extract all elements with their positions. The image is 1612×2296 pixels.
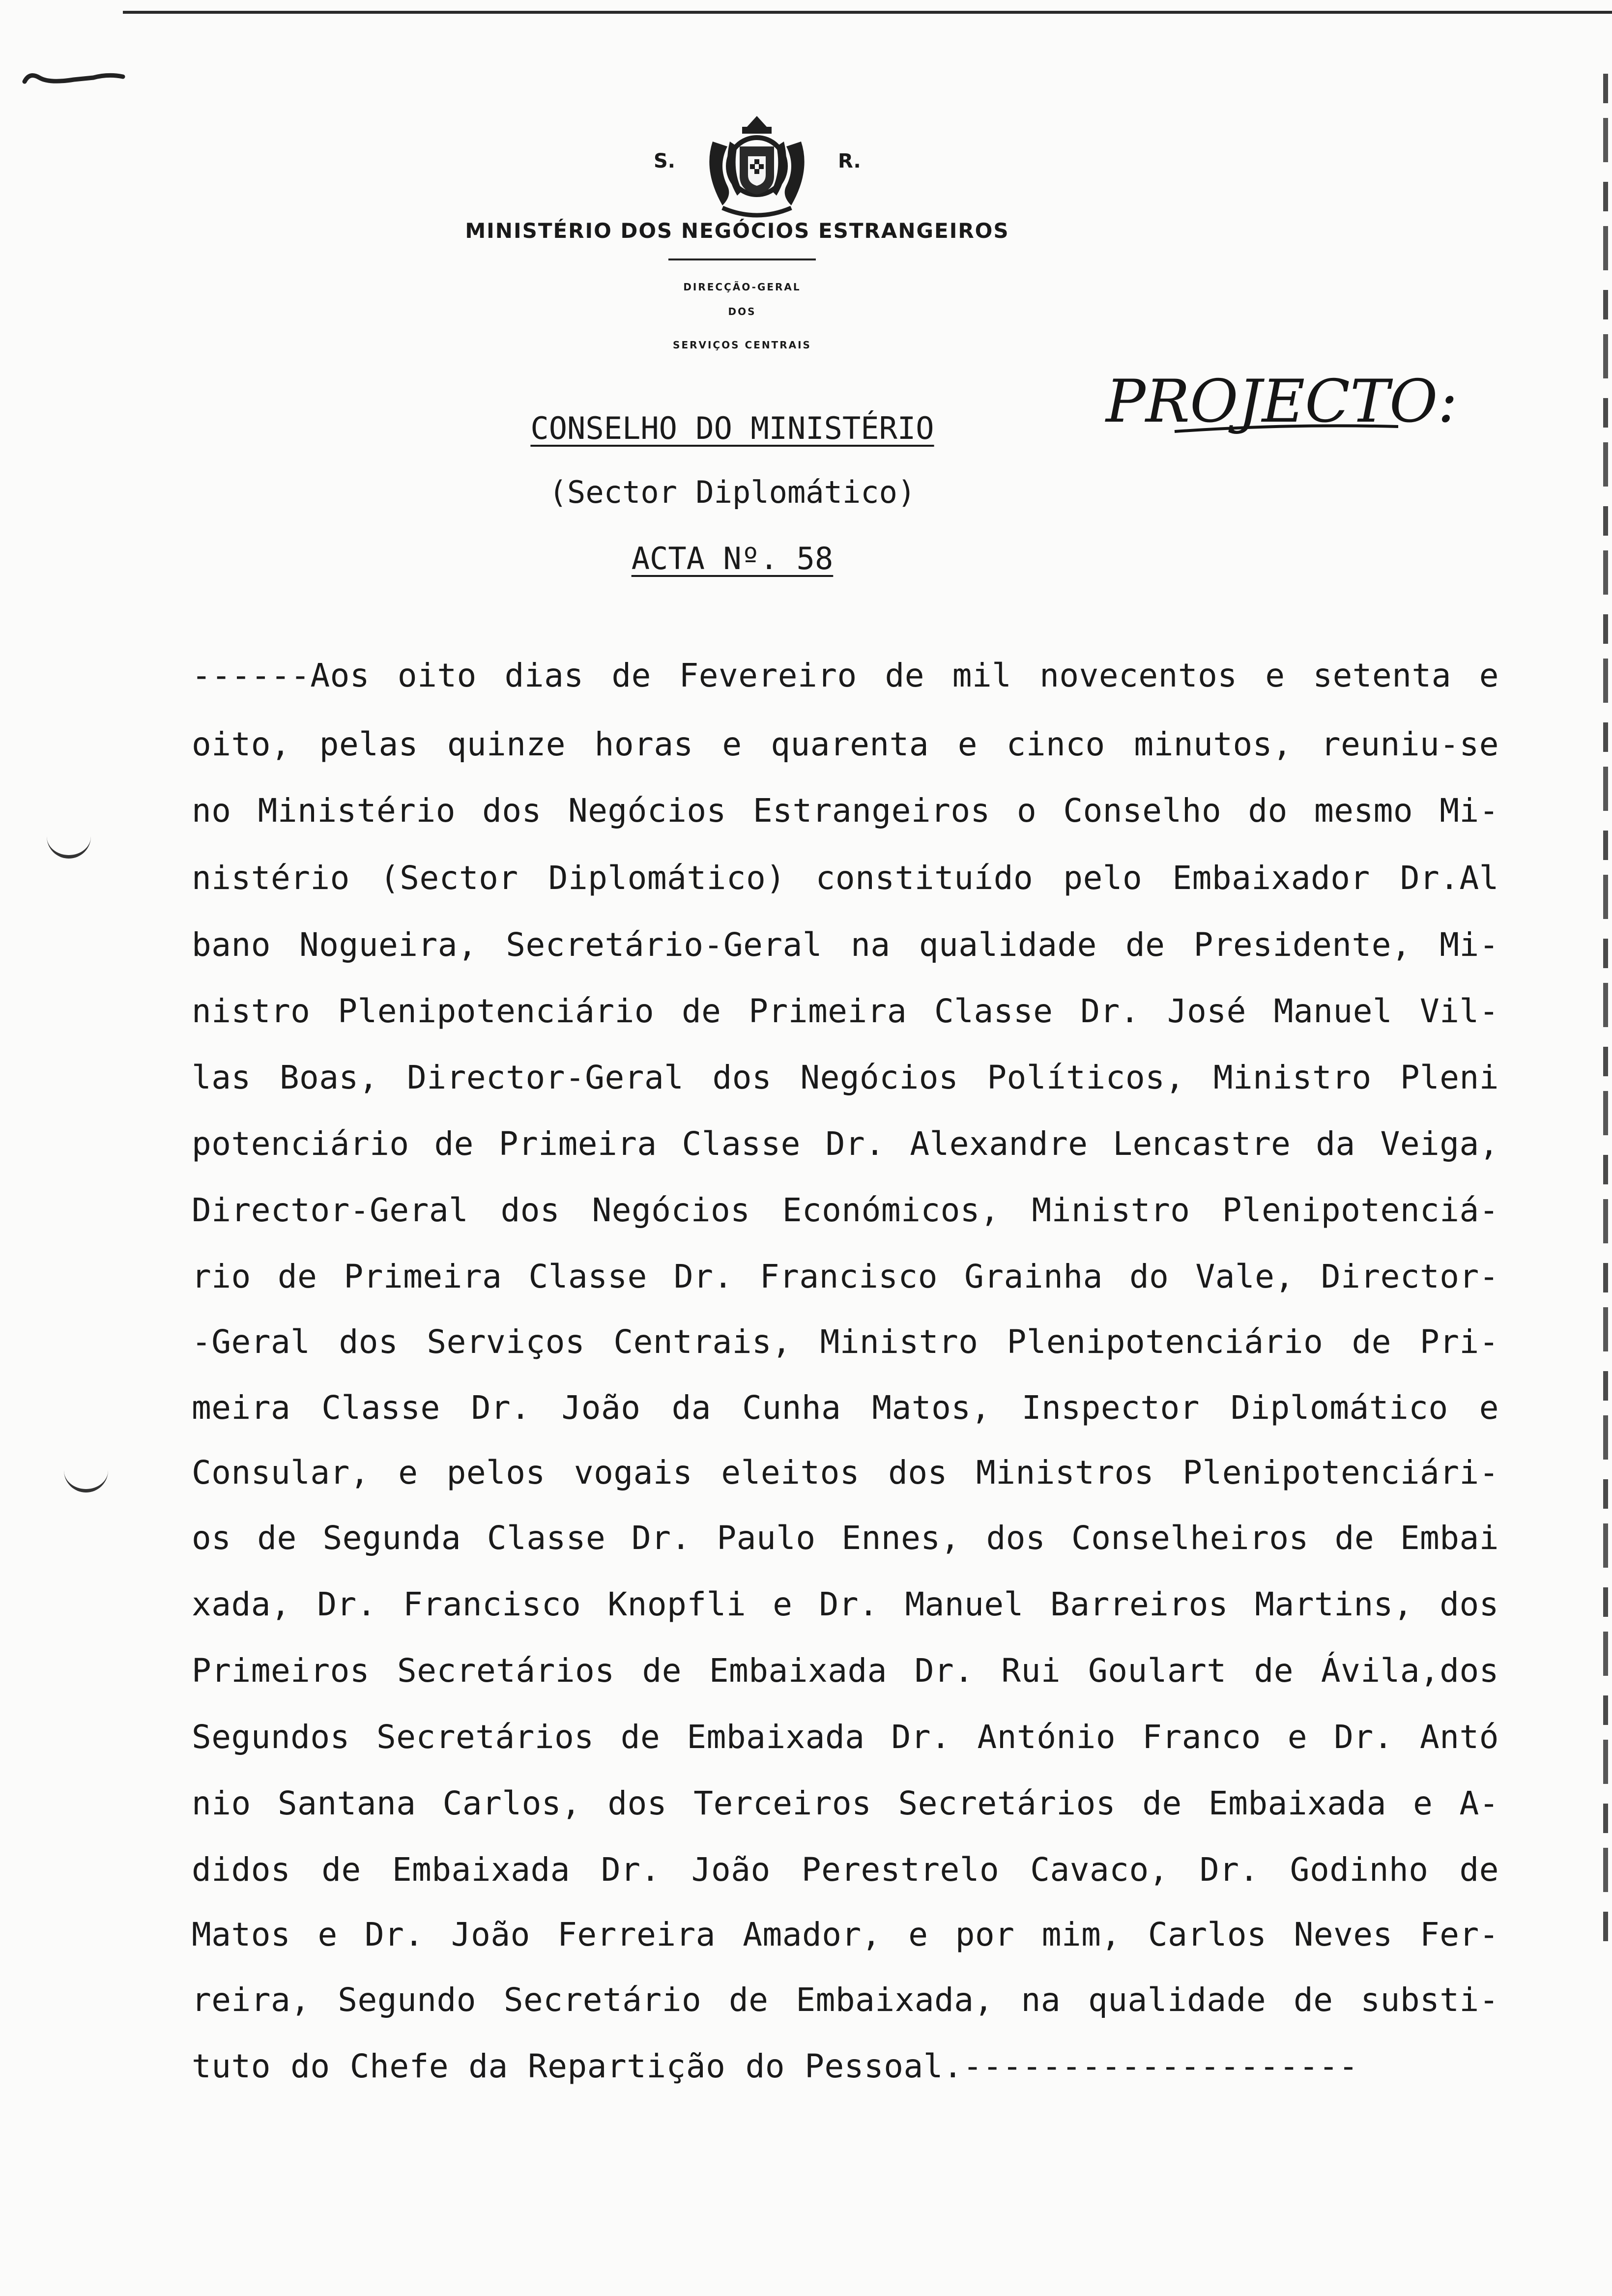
body-line: Consular, e pelos vogais eleitos dos Ministros Plenipotenciári- — [192, 1454, 1499, 1492]
scan-mark-icon — [20, 69, 128, 88]
letterhead-divider — [668, 258, 816, 260]
coat-of-arms-icon — [693, 112, 821, 225]
document-subtitle: (Sector Diplomático) — [548, 474, 916, 510]
body-line: tuto do Chefe da Repartição do Pessoal.-------------------- — [192, 2047, 1358, 2085]
body-line: Matos e Dr. João Ferreira Amador, e por mim, Carlos Neves Fer- — [192, 1916, 1499, 1953]
body-line: potenciário de Primeira Classe Dr. Alexandre Lencastre da Veiga, — [192, 1125, 1499, 1163]
document-title: CONSELHO DO MINISTÉRIO — [530, 410, 934, 446]
body-line: didos de Embaixada Dr. João Perestrelo Cavaco, Dr. Godinho de — [192, 1851, 1499, 1889]
body-line: las Boas, Director-Geral dos Negócios Políticos, Ministro Pleni — [192, 1059, 1499, 1096]
body-line: bano Nogueira, Secretário-Geral na qualidade de Presidente, Mi- — [192, 926, 1499, 964]
body-line: Primeiros Secretários de Embaixada Dr. Rui Goulart de Ávila,dos — [192, 1652, 1499, 1690]
body-line: nistro Plenipotenciário de Primeira Classe Dr. José Manuel Vil- — [192, 992, 1499, 1030]
letterhead-left-mark: S. — [654, 150, 676, 172]
body-line: xada, Dr. Francisco Knopfli e Dr. Manuel Barreiros Martins, dos — [192, 1585, 1499, 1623]
body-line: ------Aos oito dias de Fevereiro de mil novecentos e setenta e — [192, 657, 1499, 694]
body-line: nio Santana Carlos, dos Terceiros Secretários de Embaixada e A- — [192, 1784, 1499, 1822]
ministry-name: MINISTÉRIO DOS NEGÓCIOS ESTRANGEIROS — [465, 219, 1009, 243]
department-line: DIRECÇÃO-GERAL — [683, 281, 801, 293]
body-line: oito, pelas quinze horas e quarenta e cinco minutos, reuniu-se — [192, 725, 1499, 763]
body-line: rio de Primeira Classe Dr. Francisco Grainha do Vale, Director- — [192, 1258, 1499, 1295]
scan-edge-shadow — [1603, 74, 1608, 1941]
department-line: DOS — [728, 306, 756, 317]
punch-hole-mark — [47, 835, 91, 859]
body-line: no Ministério dos Negócios Estrangeiros o Conselho do mesmo Mi- — [192, 792, 1499, 830]
scan-border-line — [123, 11, 1612, 14]
body-line: Director-Geral dos Negócios Económicos, Ministro Plenipotenciá- — [192, 1191, 1499, 1229]
body-line: Segundos Secretários de Embaixada Dr. António Franco e Dr. Antó — [192, 1718, 1499, 1756]
body-line: reira, Segundo Secretário de Embaixada, na qualidade de substi- — [192, 1981, 1499, 2019]
body-line: os de Segunda Classe Dr. Paulo Ennes, dos Conselheiros de Embai — [192, 1519, 1499, 1557]
acta-number: ACTA Nº. 58 — [631, 541, 834, 576]
punch-hole-mark — [64, 1469, 108, 1492]
letterhead-right-mark: R. — [838, 150, 861, 172]
body-line: -Geral dos Serviços Centrais, Ministro Plenipotenciário de Pri- — [192, 1323, 1499, 1361]
body-line: nistério (Sector Diplomático) constituído pelo Embaixador Dr.Al — [192, 859, 1499, 897]
body-line: meira Classe Dr. João da Cunha Matos, Inspector Diplomático e — [192, 1389, 1499, 1427]
department-line: SERVIÇOS CENTRAIS — [673, 339, 811, 351]
annotation-text: PROJECTO: — [1106, 368, 1458, 436]
